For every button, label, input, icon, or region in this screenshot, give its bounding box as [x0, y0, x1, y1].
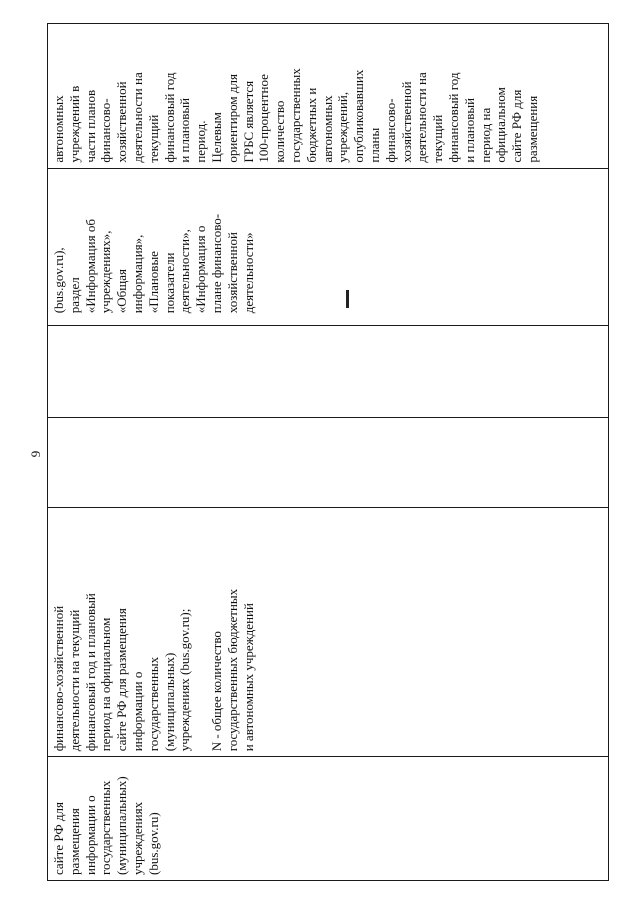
table-cell-formula-description: финансово-хозяйственной деятельности на текущий финансовый год и плановый период на официальном сайте РФ для размещения информации о государственных (муниципальных) учреждениях (bus.gov.ru); N - общее количество государственных бюджетных и автономных учреждений	[48, 507, 608, 756]
table-cell-data-source: (bus.gov.ru), раздел «Информация об учреждениях», «Общая информация», «Плановые показатели деятельности», «Информация о плане финансово- хозяйственной деятельности»	[48, 168, 608, 326]
table-cell-comment: автономных учреждений в части планов финансово- хозяйственной деятельности на текущий финансовый год и плановый период. Целевым ориентиром для ГРБС является 100-процентное количество государственных бюджетных и автономных учреждений, опубликовавших планы финансово- хозяйственной деятельности на текущий финансовый год и плановый период на официальном сайте РФ для размещения	[51, 68, 540, 163]
table-cell-empty-1	[48, 417, 608, 507]
indicator-table	[47, 23, 609, 881]
table-cell-empty-2	[48, 325, 608, 417]
rotated-table-container	[47, 23, 609, 881]
page-number: 9	[28, 450, 43, 458]
table-cell-source-description: сайте РФ для размещения информации о государственных (муниципальных) учреждениях (bus.gov.ru)	[48, 756, 608, 880]
